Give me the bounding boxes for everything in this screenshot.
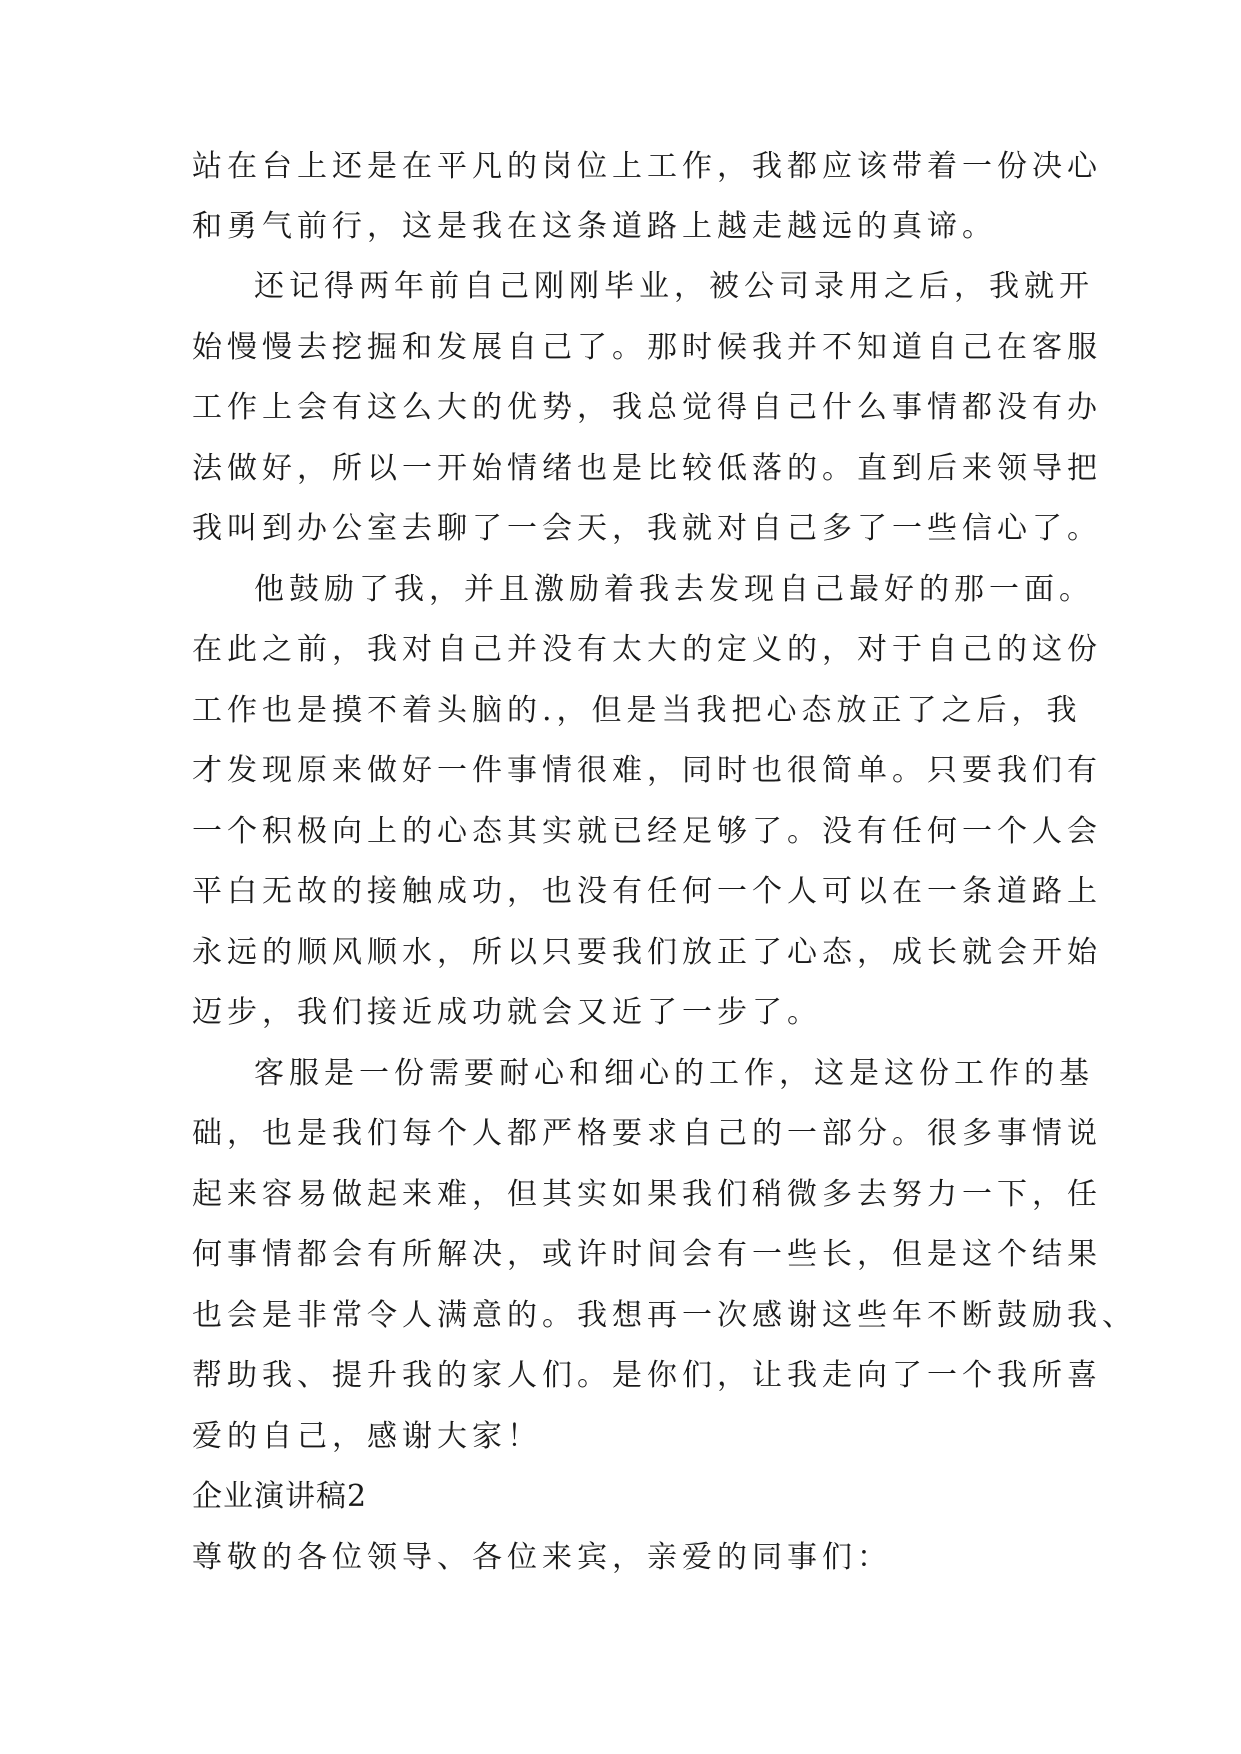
text-line: 工作也是摸不着头脑的.，但是当我把心态放正了之后，我 [192,693,1082,728]
text-line: 工作上会有这么大的优势，我总觉得自己什么事情都没有办 [192,390,1102,425]
text-line: 才发现原来做好一件事情很难，同时也很简单。只要我们有 [192,753,1102,788]
text-line: 在此之前，我对自己并没有太大的定义的，对于自己的这份 [192,632,1102,667]
text-line: 站在台上还是在平凡的岗位上工作，我都应该带着一份决心 [192,149,1102,184]
text-line: 础，也是我们每个人都严格要求自己的一部分。很多事情说 [192,1116,1102,1151]
text-line: 法做好，所以一开始情绪也是比较低落的。直到后来领导把 [192,451,1102,486]
text-line: 我叫到办公室去聊了一会天，我就对自己多了一些信心了。 [192,511,1102,546]
text-line: 起来容易做起来难，但其实如果我们稍微多去努力一下，任 [192,1177,1102,1212]
paragraph-first-line: 客服是一份需要耐心和细心的工作，这是这份工作的基 [254,1056,1094,1091]
text-line: 帮助我、提升我的家人们。是你们，让我走向了一个我所喜 [192,1358,1102,1393]
text-line: 何事情都会有所解决，或许时间会有一些长，但是这个结果 [192,1237,1102,1272]
paragraph-first-line: 他鼓励了我，并且激励着我去发现自己最好的那一面。 [254,572,1094,607]
salutation-line: 尊敬的各位领导、各位来宾，亲爱的同事们： [192,1540,892,1575]
text-line: 一个积极向上的心态其实就已经足够了。没有任何一个人会 [192,814,1102,849]
text-line: 平白无故的接触成功，也没有任何一个人可以在一条道路上 [192,874,1102,909]
text-line: 爱的自己，感谢大家！ [192,1419,542,1454]
text-line: 和勇气前行，这是我在这条道路上越走越远的真谛。 [192,209,997,244]
text-line: 也会是非常令人满意的。我想再一次感谢这些年不断鼓励我、 [192,1298,1137,1333]
text-line: 迈步，我们接近成功就会又近了一步了。 [192,995,822,1030]
section-heading: 企业演讲稿2 [192,1479,368,1514]
paragraph-first-line: 还记得两年前自己刚刚毕业，被公司录用之后，我就开 [254,269,1094,304]
text-line: 永远的顺风顺水，所以只要我们放正了心态，成长就会开始 [192,935,1102,970]
text-line: 始慢慢去挖掘和发展自己了。那时候我并不知道自己在客服 [192,330,1102,365]
